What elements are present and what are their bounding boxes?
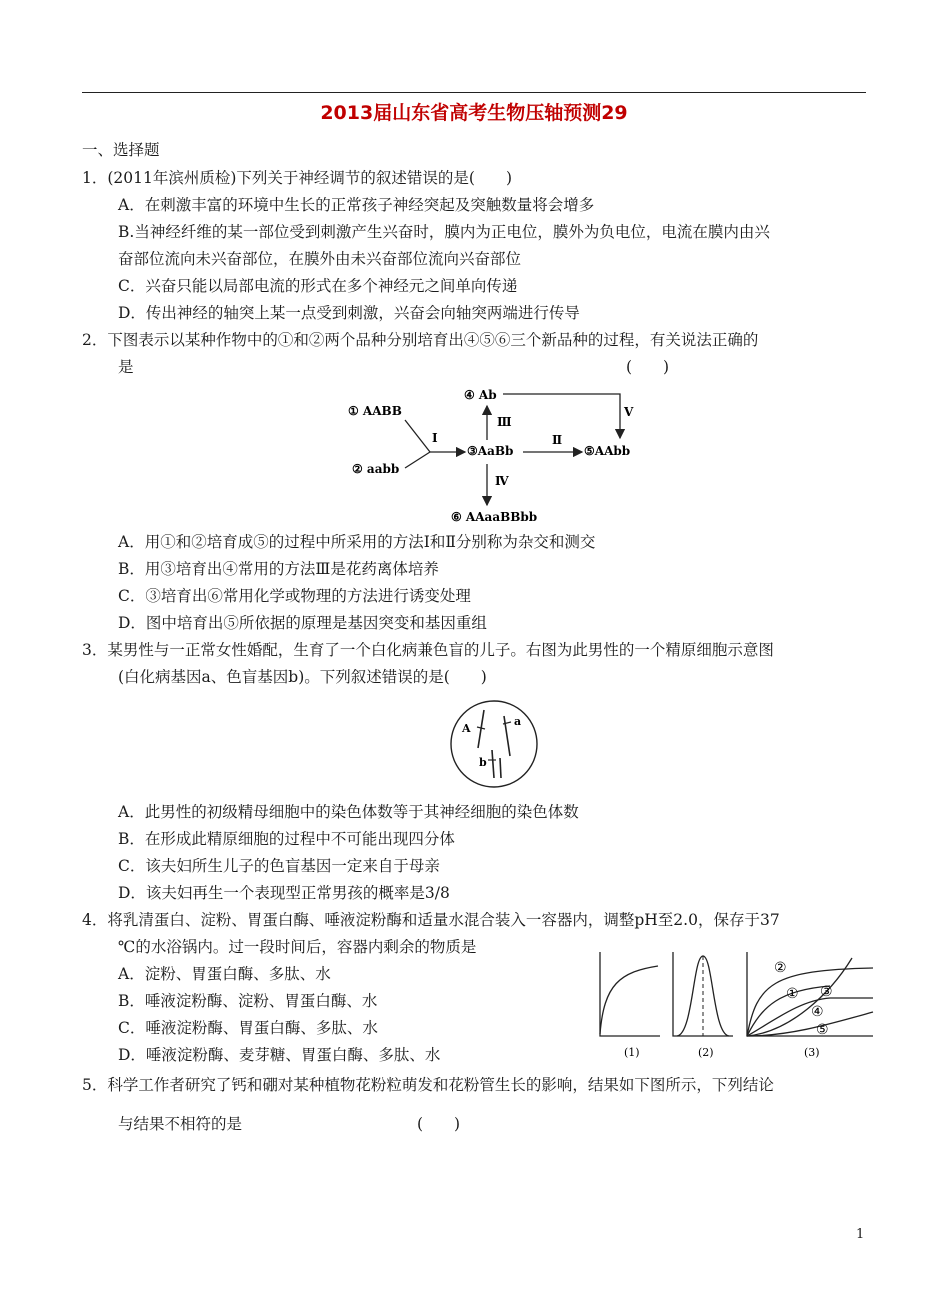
question-1-option-b-cont: 奋部位流向未兴奋部位，在膜外由未兴奋部位流向兴奋部位 <box>118 250 522 268</box>
graph-3-marker-5: ⑤ <box>816 1022 829 1038</box>
question-3-option-a: A．此男性的初级精母细胞中的染色体数等于其神经细胞的染色体数 <box>118 803 579 821</box>
header-rule <box>82 92 866 93</box>
question-4-stem: 4．将乳清蛋白、淀粉、胃蛋白酶、唾液淀粉酶和适量水混合装入一容器内，调整pH至2.0，保存于37 <box>82 911 780 929</box>
question-5-stem: 5．科学工作者研究了钙和硼对某种植物花粉粒萌发和花粉管生长的影响，结果如下图所示，下列结论 <box>82 1076 774 1094</box>
diagram-step-4: Ⅳ <box>495 474 509 488</box>
diagram-arrow-5 <box>503 394 620 438</box>
question-1-stem: 1．(2011年滨州质检)下列关于神经调节的叙述错误的是( ) <box>82 169 512 187</box>
gene-label-A: A <box>462 722 471 735</box>
diagram-p5: ⑤AAbb <box>584 444 631 458</box>
graph-3-label: (3) <box>804 1046 820 1059</box>
question-2-option-b: B．用③培育出④常用的方法Ⅲ是花药离体培养 <box>118 560 439 578</box>
question-4-option-c: C．唾液淀粉酶、胃蛋白酶、多肽、水 <box>118 1019 378 1037</box>
graph-2-label: (2) <box>698 1046 714 1059</box>
question-2-option-c: C．③培育出⑥常用化学或物理的方法进行诱变处理 <box>118 587 471 605</box>
graph-1-curve <box>600 966 658 1034</box>
section-heading: 一、选择题 <box>82 141 160 159</box>
question-2-option-d: D．图中培育出⑤所依据的原理是基因突变和基因重组 <box>118 614 487 632</box>
graph-3-marker-1: ① <box>786 986 799 1002</box>
spermatogonium-cell-diagram <box>444 698 544 790</box>
question-1-option-b: B.当神经纤维的某一部位受到刺激产生兴奋时，膜内为正电位，膜外为负电位，电流在膜内由兴 <box>118 223 770 241</box>
graph-3-marker-3: ③ <box>820 984 833 1000</box>
graph-3-marker-2: ② <box>774 960 787 976</box>
diagram-step-3: Ⅲ <box>497 415 512 429</box>
enzyme-graphs <box>590 944 880 1064</box>
diagram-p4: ④ Ab <box>464 388 497 402</box>
gene-label-a: a <box>514 715 522 728</box>
question-4-option-b: B．唾液淀粉酶、淀粉、胃蛋白酶、水 <box>118 992 378 1010</box>
question-5-answer-bracket: ( ) <box>417 1115 461 1133</box>
page-number: 1 <box>856 1227 865 1242</box>
question-5-stem-cont: 与结果不相符的是 <box>118 1115 243 1133</box>
question-3-option-c: C．该夫妇所生儿子的色盲基因一定来自于母亲 <box>118 857 440 875</box>
diagram-p3: ③AaBb <box>467 444 514 458</box>
diagram-step-5: Ⅴ <box>624 405 634 419</box>
question-4-option-a: A．淀粉、胃蛋白酶、多肽、水 <box>118 965 331 983</box>
graph-1-label: (1) <box>624 1046 640 1059</box>
question-1-option-c: C．兴奋只能以局部电流的形式在多个神经元之间单向传递 <box>118 277 518 295</box>
chromosome-x <box>492 750 494 778</box>
diagram-step-1: Ⅰ <box>432 431 438 445</box>
question-1-option-d: D．传出神经的轴突上某一点受到刺激，兴奋会向轴突两端进行传导 <box>118 304 580 322</box>
question-3-option-d: D．该夫妇再生一个表现型正常男孩的概率是3/8 <box>118 884 450 902</box>
breeding-diagram <box>330 382 660 524</box>
question-2-stem: 2．下图表示以某种作物中的①和②两个品种分别培育出④⑤⑥三个新品种的过程，有关说法正确的 <box>82 331 759 349</box>
question-4-stem-cont: ℃的水浴锅内。过一段时间后，容器内剩余的物质是 <box>118 938 477 956</box>
diagram-p6: ⑥ AAaaBBbb <box>451 510 538 524</box>
question-1-option-a: A．在刺激丰富的环境中生长的正常孩子神经突起及突触数量将会增多 <box>118 196 595 214</box>
question-4-option-d: D．唾液淀粉酶、麦芽糖、胃蛋白酶、多肽、水 <box>118 1046 441 1064</box>
gene-label-b: b <box>479 756 487 769</box>
diagram-p1: ① AABB <box>348 404 402 418</box>
diagram-cross-line-2 <box>405 452 430 468</box>
question-2-answer-bracket: ( ) <box>626 358 670 376</box>
diagram-step-2: Ⅱ <box>552 433 563 447</box>
question-3-stem-cont: (白化病基因a、色盲基因b)。下列叙述错误的是( ) <box>118 668 487 686</box>
diagram-cross-line-1 <box>405 420 430 452</box>
graph-2-curve <box>677 956 729 1036</box>
question-2-option-a: A．用①和②培育成⑤的过程中所采用的方法Ⅰ和Ⅱ分别称为杂交和测交 <box>118 533 596 551</box>
chromosome-y <box>500 758 501 778</box>
diagram-p2: ② aabb <box>352 462 400 476</box>
question-3-stem: 3．某男性与一正常女性婚配，生育了一个白化病兼色盲的儿子。右图为此男性的一个精原细胞示意图 <box>82 641 774 659</box>
question-2-stem-cont: 是 <box>118 358 134 376</box>
page-title: 2013届山东省高考生物压轴预测29 <box>320 102 628 124</box>
question-3-option-b: B．在形成此精原细胞的过程中不可能出现四分体 <box>118 830 455 848</box>
graph-3-marker-4: ④ <box>811 1004 824 1020</box>
graph-3-axes <box>747 952 873 1036</box>
